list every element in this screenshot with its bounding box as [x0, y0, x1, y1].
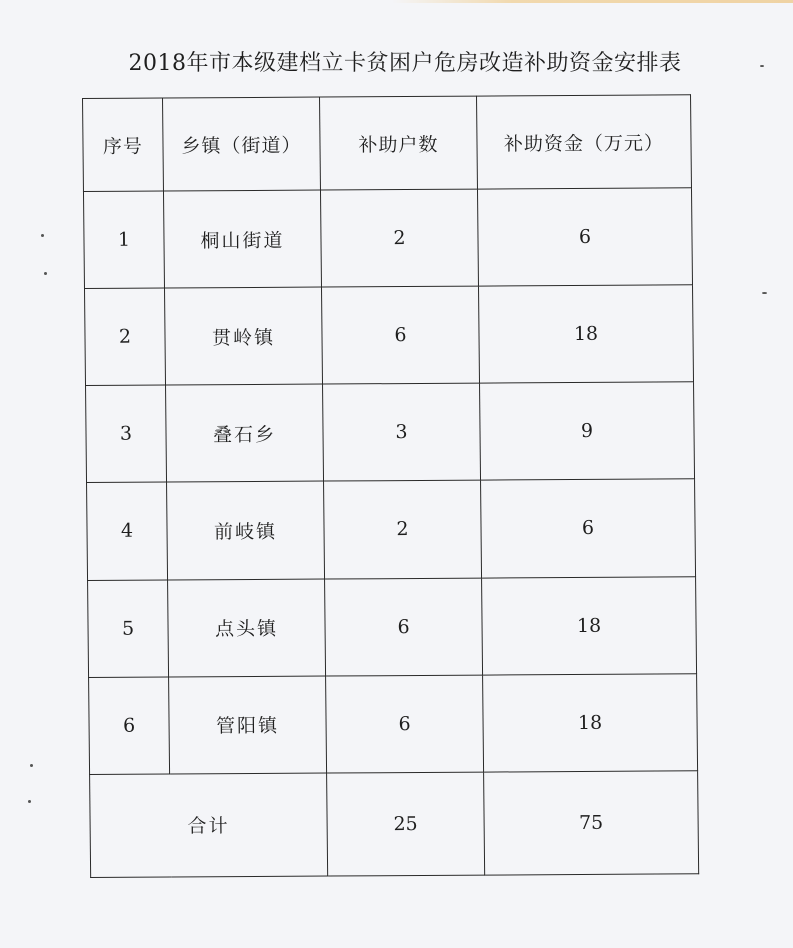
header-serial-number: 序号 [83, 98, 164, 191]
scan-speck [30, 764, 33, 767]
total-subsidy-funds-cell: 75 [484, 771, 699, 875]
table-row [83, 188, 692, 289]
township-cell: 点头镇 [168, 579, 326, 677]
subsidy-funds-cell: 6 [477, 188, 692, 286]
table-row [88, 576, 697, 677]
table-row [86, 382, 695, 483]
table-row [84, 285, 693, 386]
household-count-cell: 6 [321, 286, 479, 384]
household-count-cell: 3 [323, 383, 481, 481]
township-cell: 管阳镇 [169, 676, 327, 774]
subsidy-funds-cell: 18 [483, 673, 698, 771]
total-label-cell: 合计 [90, 773, 328, 878]
serial-number-cell: 5 [88, 580, 169, 678]
serial-number-cell: 6 [89, 677, 170, 775]
household-count-cell: 6 [325, 578, 483, 676]
total-household-count-cell: 25 [327, 772, 485, 876]
household-count-cell: 6 [326, 675, 484, 773]
serial-number-cell: 2 [84, 288, 165, 386]
subsidy-funds-cell: 9 [480, 382, 695, 480]
scan-speck [760, 65, 764, 67]
scan-speck [44, 272, 47, 275]
serial-number-cell: 1 [83, 191, 164, 289]
township-cell: 前岐镇 [167, 481, 325, 579]
township-cell: 桐山街道 [163, 190, 321, 288]
scan-edge-stain [392, 0, 793, 3]
document-title: 2018年市本级建档立卡贫困户危房改造补助资金安排表 [128, 51, 682, 76]
serial-number-cell: 4 [87, 482, 168, 580]
header-subsidy-funds: 补助资金（万元） [477, 95, 692, 189]
header-township: 乡镇（街道） [163, 97, 321, 191]
household-count-cell: 2 [324, 481, 482, 579]
subsidy-funds-cell: 6 [481, 479, 696, 577]
allocation-table-wrapper [82, 94, 698, 878]
subsidy-funds-cell: 18 [482, 576, 697, 674]
table-row [87, 479, 696, 580]
township-cell: 贯岭镇 [164, 287, 322, 385]
serial-number-cell: 3 [86, 385, 167, 483]
scan-speck [762, 292, 767, 294]
scan-speck [41, 234, 44, 237]
scan-speck [28, 800, 31, 803]
table-row [89, 673, 698, 774]
household-count-cell: 2 [320, 189, 478, 287]
subsidy-funds-cell: 18 [478, 285, 693, 383]
total-row [90, 771, 699, 878]
allocation-table [82, 94, 699, 878]
header-household-count: 补助户数 [320, 96, 478, 190]
table-header-row [83, 95, 692, 192]
township-cell: 叠石乡 [166, 384, 324, 482]
